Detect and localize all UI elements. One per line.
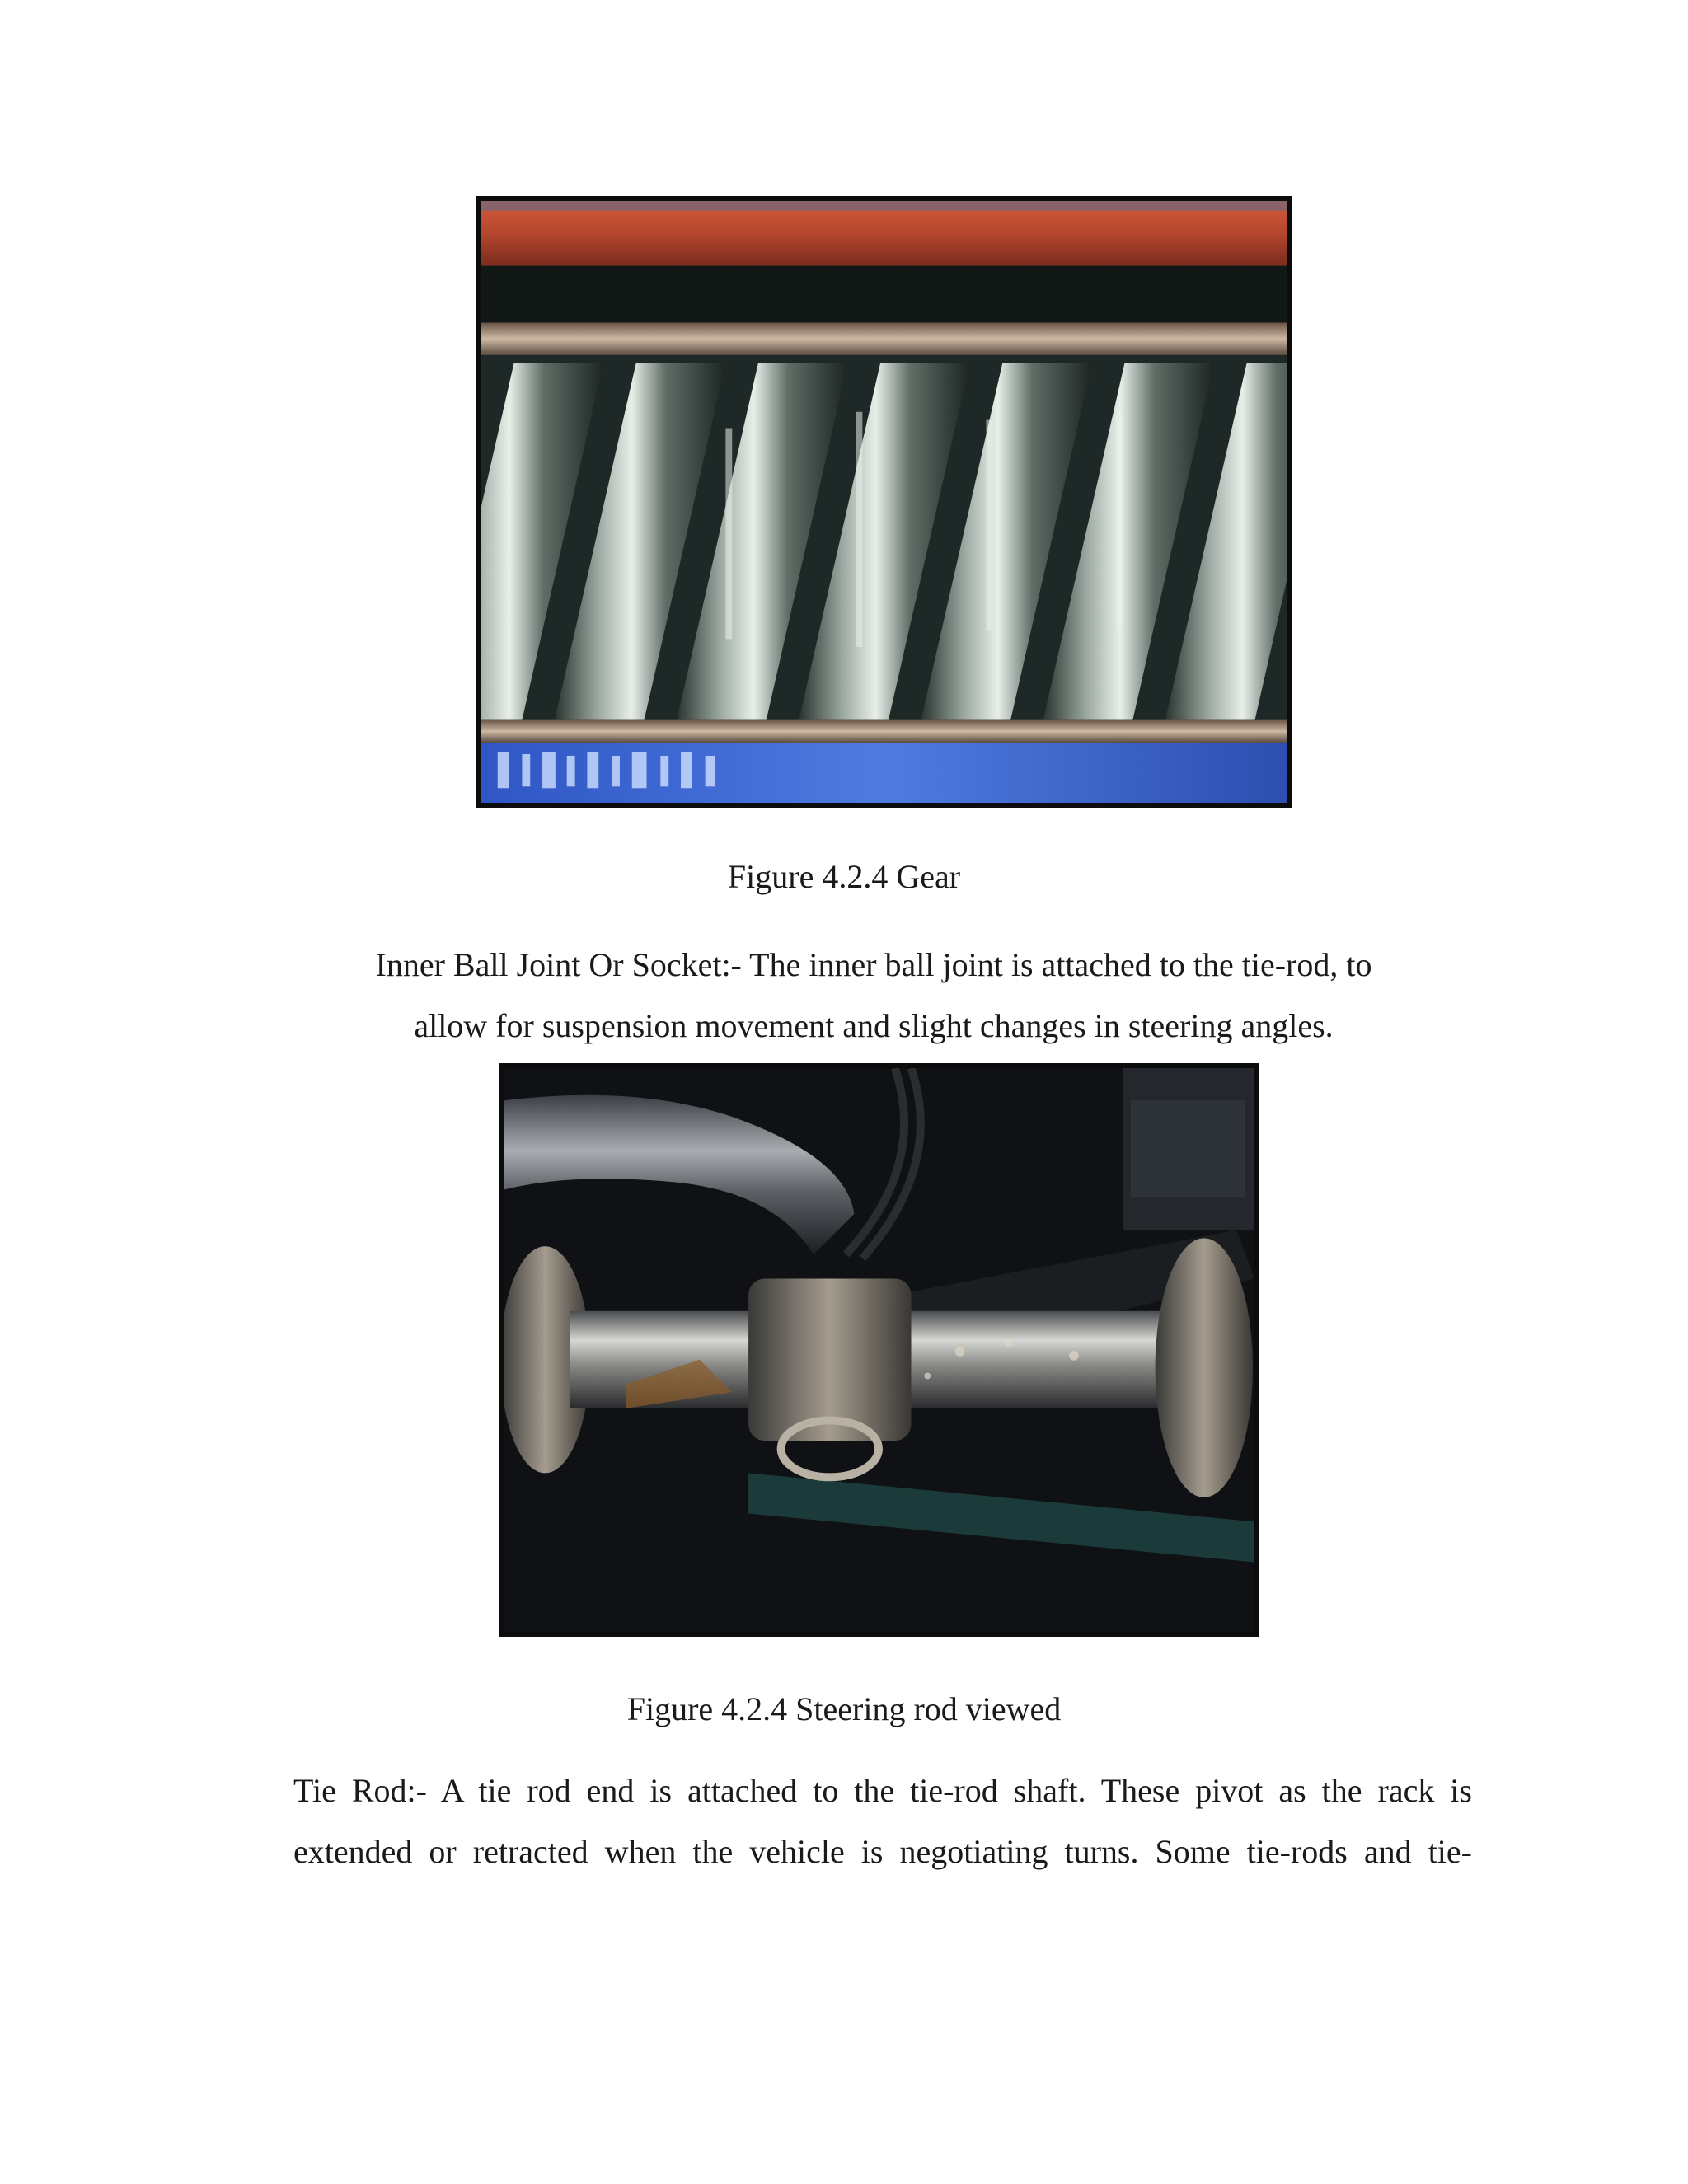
paragraph-inner-ball-joint: [297, 935, 1451, 1057]
steering-rod-photo: [499, 1063, 1259, 1637]
figure-caption-gear: Figure 4.2.4 Gear: [727, 858, 961, 895]
gear-photo: [476, 196, 1292, 808]
paragraph-line: Inner Ball Joint Or Socket:- The inner ball joint is attached to the tie-rod, to: [375, 946, 1372, 983]
paragraph-line: Tie Rod:- A tie rod end is attached to the tie-rod shaft. These pivot as the rack is: [293, 1772, 1472, 1809]
steering-rod-photo-icon: [504, 1068, 1254, 1632]
figure-caption-steering-rod: Figure 4.2.4 Steering rod viewed: [626, 1690, 1062, 1727]
gear-rack-photo-icon: [481, 201, 1287, 803]
paragraph-line: allow for suspension movement and slight changes in steering angles.: [414, 1007, 1334, 1044]
paragraph-line: extended or retracted when the vehicle is negotiating turns. Some tie-rods and tie-: [293, 1833, 1472, 1870]
paragraph-tie-rod: [293, 1760, 1472, 1882]
